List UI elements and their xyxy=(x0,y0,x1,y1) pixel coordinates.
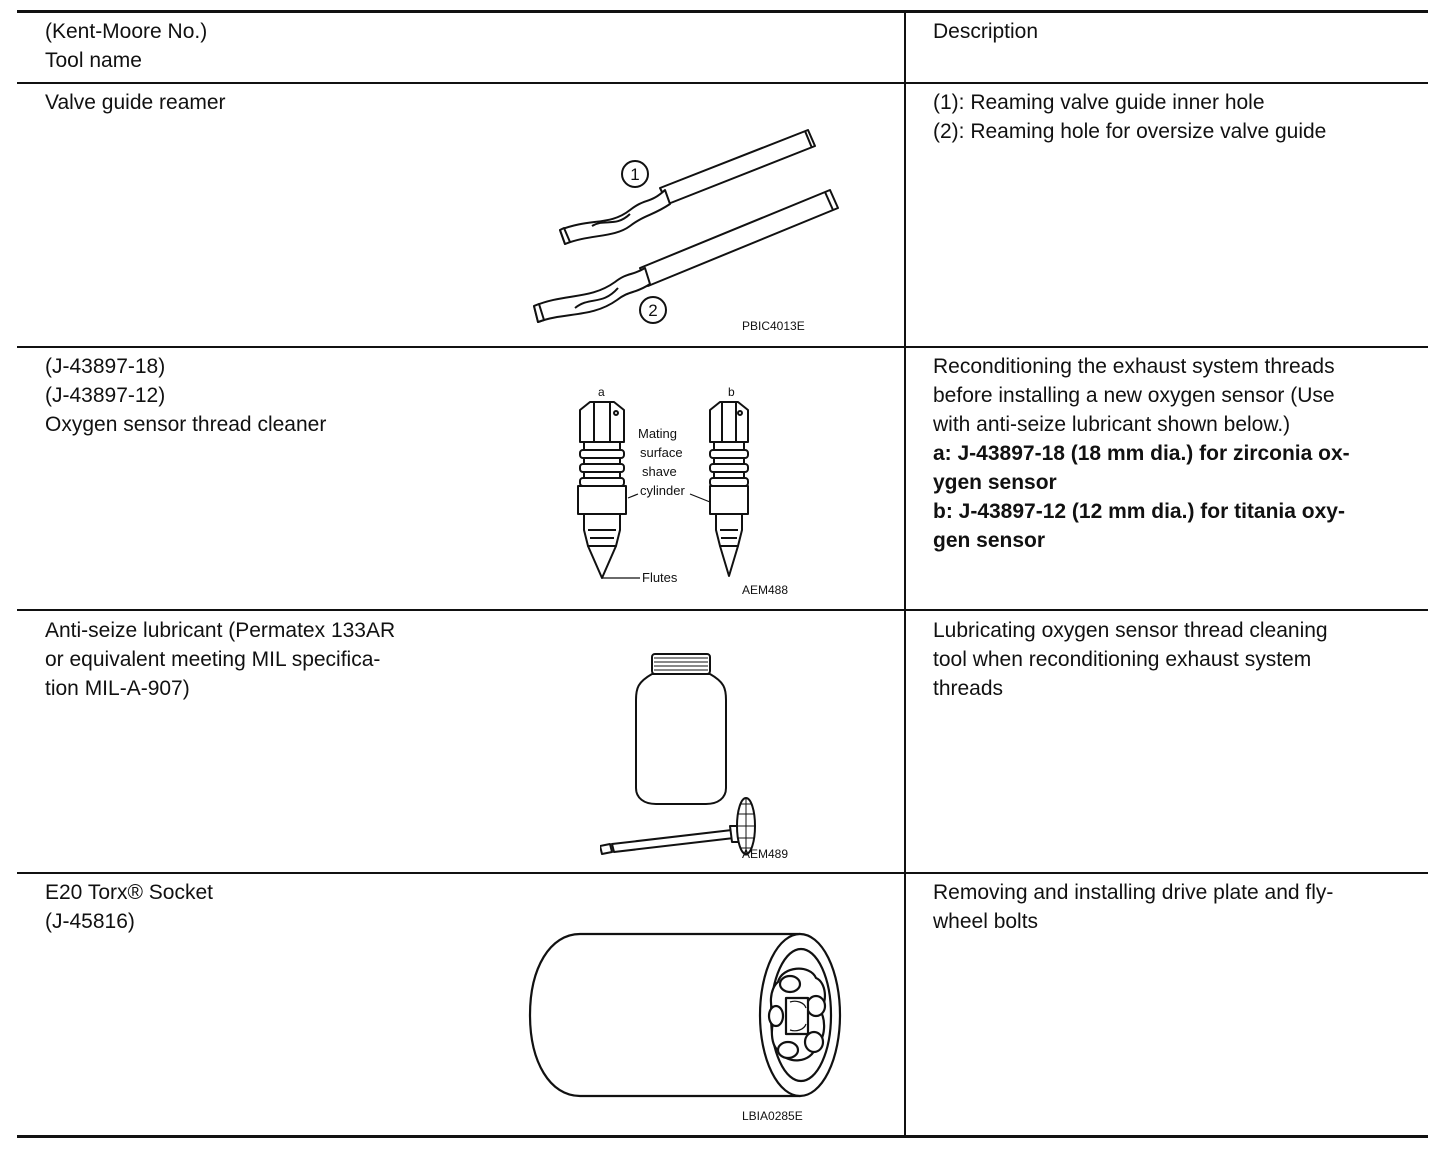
header-tool-column xyxy=(45,17,207,75)
row2-desc-line: before installing a new oxygen sensor (Use xyxy=(933,384,1335,407)
torx-socket-illustration xyxy=(520,922,850,1128)
valve-guide-reamer-illustration xyxy=(520,118,850,340)
row1-description xyxy=(933,88,1413,146)
figure-code: AEM489 xyxy=(742,847,789,861)
row4-desc-line: wheel bolts xyxy=(933,910,1039,933)
callout-1-label: 1 xyxy=(630,165,640,184)
row-divider xyxy=(17,609,1428,611)
row2-desc-line: with anti-seize lubricant shown below.) xyxy=(933,413,1291,436)
row2-desc-bold-line: ygen sensor xyxy=(933,471,1057,494)
row4-description xyxy=(933,878,1413,936)
row-divider xyxy=(17,872,1428,874)
row4-tool-name: E20 Torx® Socket xyxy=(45,881,213,904)
header-tool-name-label: Tool name xyxy=(45,49,142,72)
row2-desc-bold-line: gen sensor xyxy=(933,529,1046,552)
callout-2 xyxy=(640,297,666,323)
row2-desc-bold-line: a: J-43897-18 (18 mm dia.) for zirconia ox- xyxy=(933,442,1350,465)
column-divider xyxy=(904,12,906,1136)
label-a: a xyxy=(598,385,605,399)
header-rule xyxy=(17,82,1428,84)
row3-tool-name xyxy=(45,616,395,703)
label-mating: Mating xyxy=(638,426,678,441)
row3-desc-line: threads xyxy=(933,677,1004,700)
row1-desc-line: (2): Reaming hole for oversize valve guide xyxy=(933,120,1327,143)
row1-desc-line: (1): Reaming valve guide inner hole xyxy=(933,91,1265,114)
row4-tool-column xyxy=(45,878,213,936)
row2-kent-moore-no: (J-43897-12) xyxy=(45,384,166,407)
figure-code: AEM488 xyxy=(742,583,789,597)
row3-desc-line: tool when reconditioning exhaust system xyxy=(933,648,1312,671)
row2-kent-moore-no: (J-43897-18) xyxy=(45,355,166,378)
header-description-label: Description xyxy=(933,20,1039,43)
row1-tool-name: Valve guide reamer xyxy=(45,91,226,114)
row3-name-line: or equivalent meeting MIL specifica- xyxy=(45,648,381,671)
callout-1 xyxy=(622,161,648,187)
row3-description xyxy=(933,616,1413,703)
row3-name-line: Anti-seize lubricant (Permatex 133AR xyxy=(45,619,396,642)
label-b: b xyxy=(728,385,735,399)
row-divider xyxy=(17,346,1428,348)
header-kent-moore-label: (Kent-Moore No.) xyxy=(45,20,208,43)
row2-tool-column xyxy=(45,352,326,439)
row2-desc-line: Reconditioning the exhaust system threads xyxy=(933,355,1335,378)
anti-seize-lubricant-illustration xyxy=(600,648,810,864)
row3-desc-line: Lubricating oxygen sensor thread cleaning xyxy=(933,619,1328,642)
table-top-rule xyxy=(17,10,1428,13)
figure-code: LBIA0285E xyxy=(742,1109,803,1123)
label-surface: surface xyxy=(640,445,683,460)
row2-description xyxy=(933,352,1413,555)
label-cylinder: cylinder xyxy=(640,483,685,498)
table-bottom-rule xyxy=(17,1135,1428,1138)
row3-name-line: tion MIL-A-907) xyxy=(45,677,190,700)
row4-desc-line: Removing and installing drive plate and fly- xyxy=(933,881,1334,904)
label-flutes: Flutes xyxy=(642,570,678,585)
label-shave: shave xyxy=(642,464,677,479)
row2-desc-bold-line: b: J-43897-12 (12 mm dia.) for titania oxy- xyxy=(933,500,1345,523)
row2-tool-name: Oxygen sensor thread cleaner xyxy=(45,413,327,436)
callout-2-label: 2 xyxy=(648,301,658,320)
figure-code: PBIC4013E xyxy=(742,319,805,333)
row4-kent-moore-no: (J-45816) xyxy=(45,910,135,933)
oxygen-sensor-thread-cleaner-illustration xyxy=(570,380,810,602)
